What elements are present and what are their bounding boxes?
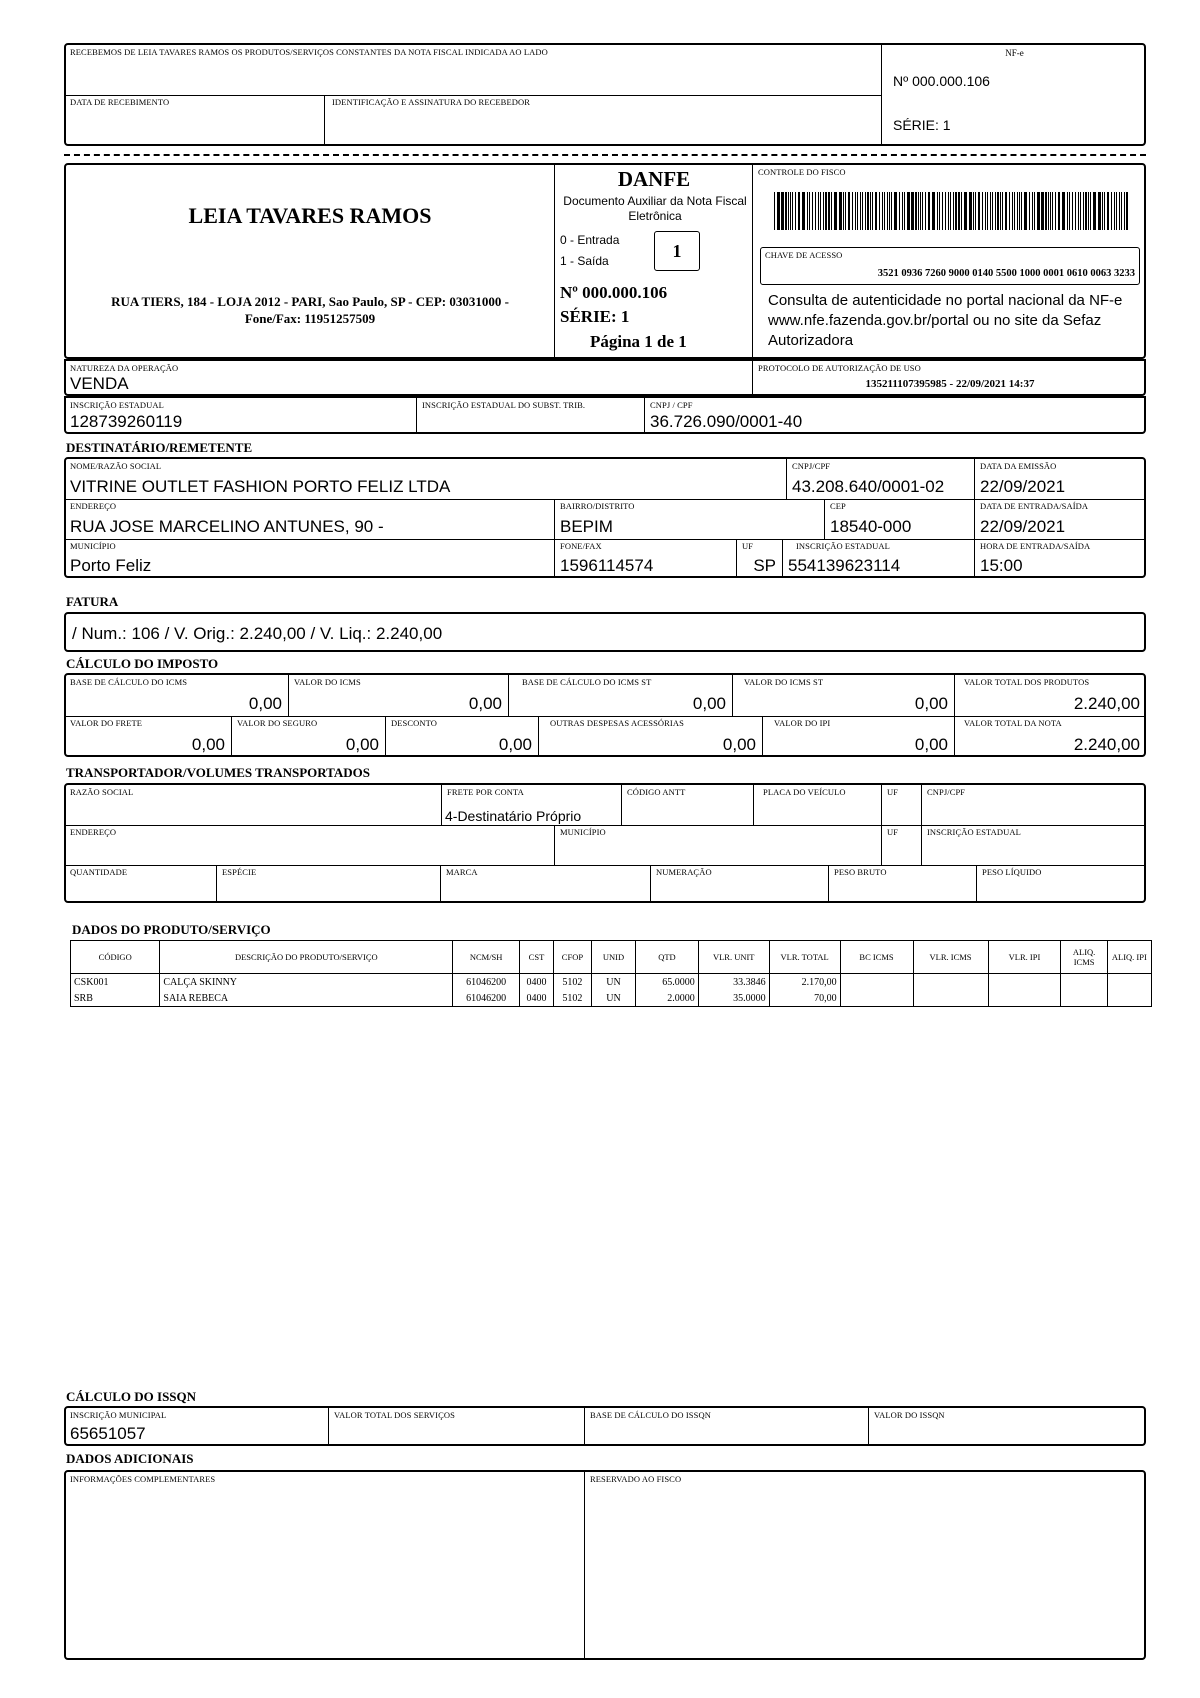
product-bc-icms	[840, 990, 913, 1007]
issqn-value-label: VALOR DO ISSQN	[874, 1410, 945, 1420]
city: Porto Feliz	[70, 556, 152, 575]
product-unit-value: 33.3846	[698, 974, 769, 991]
volume-species-label: ESPÉCIE	[222, 867, 257, 877]
services-total-label: VALOR TOTAL DOS SERVIÇOS	[334, 1410, 455, 1420]
barcode-bar	[958, 192, 960, 230]
barcode-bar	[948, 192, 949, 230]
barcode-bar	[855, 192, 856, 230]
transport-box	[64, 783, 1146, 903]
receipt-statement: RECEBEMOS DE LEIA TAVARES RAMOS OS PRODUTOS/SERVIÇOS CONSTANTES DA NOTA FISCAL INDICADA AO LADO	[70, 47, 548, 57]
products-section-title: DADOS DO PRODUTO/SERVIÇO	[72, 922, 271, 937]
carrier-name-label: RAZÃO SOCIAL	[70, 787, 134, 797]
barcode-bar	[942, 192, 943, 230]
emission-date: 22/09/2021	[980, 477, 1066, 496]
barcode-bar	[1069, 192, 1070, 230]
danfe-number: Nº 000.000.106	[560, 283, 668, 302]
city-label: MUNICÍPIO	[70, 541, 116, 551]
product-ipi-value	[988, 974, 1061, 991]
antt-label: CÓDIGO ANTT	[627, 787, 686, 797]
barcode-bar	[928, 192, 930, 230]
product-ncm: 61046200	[453, 990, 520, 1007]
barcode-bar	[825, 192, 827, 230]
table-row	[71, 974, 1152, 991]
entry-date: 22/09/2021	[980, 517, 1066, 536]
barcode-bar	[882, 192, 883, 230]
ie-st-label: INSCRIÇÃO ESTADUAL DO SUBST. TRIB.	[422, 400, 586, 410]
tax-freight-label: VALOR DO FRETE	[70, 718, 143, 728]
barcode-bar	[781, 192, 784, 230]
col-total-value: VLR. TOTAL	[769, 941, 840, 974]
carrier-cnpj-label: CNPJ/CPF	[927, 787, 966, 797]
tax-total-note-label: VALOR TOTAL DA NOTA	[964, 718, 1062, 728]
municipal-registration-label: INSCRIÇÃO MUNICIPAL	[70, 1410, 167, 1420]
tax-bc-icms: 0,00	[248, 694, 282, 713]
phone: 1596114574	[560, 556, 654, 575]
barcode-bar	[843, 192, 844, 230]
recipient-cnpj-label: CNPJ/CPF	[792, 461, 831, 471]
carrier-uf2-label: UF	[887, 827, 899, 837]
product-cst: 0400	[520, 990, 554, 1007]
product-aliq-ipi	[1107, 990, 1151, 1007]
barcode-bar	[1121, 192, 1122, 230]
entry-time: 15:00	[980, 556, 1023, 575]
barcode-bar	[1032, 192, 1033, 230]
barcode-bar	[807, 192, 808, 230]
volume-brand-label: MARCA	[446, 867, 478, 877]
col-cst: CST	[520, 941, 554, 974]
product-qty: 65.0000	[636, 974, 699, 991]
tax-other-expenses: 0,00	[722, 735, 756, 754]
barcode-bar	[902, 192, 903, 230]
barcode-bar	[1017, 192, 1018, 230]
product-icms-value	[913, 990, 988, 1007]
receipt-signature-label: IDENTIFICAÇÃO E ASSINATURA DO RECEBEDOR	[332, 97, 530, 107]
cep-label: CEP	[830, 501, 846, 511]
product-code: CSK001	[71, 974, 160, 991]
barcode-bar	[788, 192, 789, 230]
barcode-bar	[950, 192, 951, 230]
plate-label: PLACA DO VEÍCULO	[763, 787, 846, 797]
product-total-value: 70,00	[769, 990, 840, 1007]
recipient-ie-label: INSCRIÇÃO ESTADUAL	[796, 541, 890, 551]
receipt-nfe-label: NF-e	[1005, 48, 1024, 58]
product-cst: 0400	[520, 974, 554, 991]
tax-section-title: CÁLCULO DO IMPOSTO	[66, 656, 219, 671]
tax-ipi: 0,00	[914, 735, 948, 754]
tax-icms-st: 0,00	[914, 694, 948, 713]
barcode-bar	[1107, 192, 1109, 230]
freight-label: FRETE POR CONTA	[447, 787, 524, 797]
tax-icms-label: VALOR DO ICMS	[294, 677, 361, 687]
barcode-bar	[828, 192, 830, 230]
product-cfop: 5102	[553, 974, 591, 991]
barcode-bar	[1090, 192, 1091, 230]
emitter-registration-row	[64, 396, 1146, 434]
access-key: 3521 0936 7260 9000 0140 5500 1000 0001 0610 0063 3233	[877, 268, 1135, 279]
barcode-bar	[1098, 192, 1101, 230]
danfe-type-box: 1	[654, 231, 700, 271]
barcode-bar	[939, 192, 940, 230]
col-unit: UNID	[591, 941, 635, 974]
barcode-bar	[1058, 192, 1060, 230]
complementary-info-label: INFORMAÇÕES COMPLEMENTARES	[70, 1474, 216, 1484]
tax-freight: 0,00	[191, 735, 225, 754]
access-key-label: CHAVE DE ACESSO	[765, 250, 843, 260]
barcode-bar	[1024, 192, 1027, 230]
barcode-bar	[834, 192, 837, 230]
barcode-bar	[792, 192, 793, 230]
product-icms-value	[913, 974, 988, 991]
barcode-bar	[884, 192, 885, 230]
barcode-bar	[1083, 192, 1084, 230]
barcode-bar	[889, 192, 890, 230]
barcode-bar	[937, 192, 938, 230]
barcode-bar	[1000, 192, 1001, 230]
carrier-uf-label: UF	[887, 787, 899, 797]
volume-qty-label: QUANTIDADE	[70, 867, 128, 877]
barcode-bar	[894, 192, 897, 230]
barcode-bar	[872, 192, 873, 230]
barcode-bar	[852, 192, 853, 230]
barcode-bar	[875, 192, 877, 230]
uf: SP	[753, 556, 776, 575]
barcode-bar	[777, 192, 780, 230]
transport-section-title: TRANSPORTADOR/VOLUMES TRANSPORTADOS	[66, 765, 371, 780]
municipal-registration: 65651057	[70, 1424, 146, 1443]
district: BEPIM	[560, 517, 613, 536]
barcode-bar	[918, 192, 919, 230]
barcode-bar	[1037, 192, 1040, 230]
barcode-bar	[920, 192, 921, 230]
entry-time-label: HORA DE ENTRADA/SAÍDA	[980, 541, 1091, 551]
product-aliq-ipi	[1107, 974, 1151, 991]
product-description: SAIA REBECA	[160, 990, 453, 1007]
recipient-ie: 554139623114	[788, 556, 901, 575]
barcode-bar	[1111, 192, 1112, 230]
barcode-bar	[809, 192, 810, 230]
product-qty: 2.0000	[636, 990, 699, 1007]
col-icms-value: VLR. ICMS	[913, 941, 988, 974]
barcode-bar	[995, 192, 996, 230]
product-bc-icms	[840, 974, 913, 991]
recipient-address-label: ENDEREÇO	[70, 501, 117, 511]
tax-icms: 0,00	[468, 694, 502, 713]
barcode-bar	[790, 192, 791, 230]
product-unit: UN	[591, 974, 635, 991]
barcode-bar	[891, 192, 892, 230]
barcode-bar	[1034, 192, 1035, 230]
reserved-fisco-label: RESERVADO AO FISCO	[590, 1474, 682, 1484]
danfe-page: Página 1 de 1	[590, 332, 687, 351]
barcode-bar	[798, 192, 800, 230]
uf-label: UF	[742, 541, 754, 551]
barcode-bar	[1055, 192, 1056, 230]
barcode-bar	[1014, 192, 1015, 230]
barcode-bar	[1104, 192, 1105, 230]
barcode-bar	[867, 192, 869, 230]
tax-icms-st-label: VALOR DO ICMS ST	[744, 677, 824, 687]
tax-insurance-label: VALOR DO SEGURO	[237, 718, 318, 728]
emitter-name: LEIA TAVARES RAMOS	[188, 203, 432, 228]
tax-discount-label: DESCONTO	[391, 718, 437, 728]
access-key-box	[760, 247, 1140, 285]
barcode-bar	[975, 192, 976, 230]
entry-date-label: DATA DE ENTRADA/SAÍDA	[980, 501, 1089, 511]
barcode-bar	[862, 192, 863, 230]
col-ipi-value: VLR. IPI	[988, 941, 1061, 974]
cut-line	[64, 154, 1146, 156]
barcode-bar	[795, 192, 796, 230]
tax-ipi-label: VALOR DO IPI	[774, 718, 831, 728]
barcode-bar	[839, 192, 842, 230]
barcode-bar	[945, 192, 946, 230]
barcode-bar	[1048, 192, 1049, 230]
invoice-box	[64, 612, 1146, 652]
cep: 18540-000	[830, 517, 912, 536]
emission-date-label: DATA DA EMISSÃO	[980, 461, 1057, 471]
product-ipi-value	[988, 990, 1061, 1007]
barcode-bar	[1093, 192, 1096, 230]
col-qty: QTD	[636, 941, 699, 974]
barcode-bar	[955, 192, 957, 230]
cnpj-label: CNPJ / CPF	[650, 400, 693, 410]
barcode-bar	[961, 192, 962, 230]
barcode-bar	[879, 192, 880, 230]
barcode-bar	[1080, 192, 1081, 230]
carrier-address-label: ENDEREÇO	[70, 827, 117, 837]
barcode-bar	[870, 192, 871, 230]
receipt-date-label: DATA DE RECEBIMENTO	[70, 97, 170, 107]
barcode-bar	[1041, 192, 1044, 230]
carrier-city-label: MUNICÍPIO	[560, 827, 606, 837]
col-ncm: NCM/SH	[453, 941, 520, 974]
barcode-bar	[987, 192, 988, 230]
col-aliq-ipi: ALIQ. IPI	[1107, 941, 1151, 974]
barcode-bar	[911, 192, 914, 230]
barcode-bar	[1067, 192, 1068, 230]
danfe-series: SÉRIE: 1	[560, 307, 630, 326]
barcode-bar	[1078, 192, 1079, 230]
issqn-base-label: BASE DE CÁLCULO DO ISSQN	[590, 1410, 711, 1420]
col-cfop: CFOP	[553, 941, 591, 974]
barcode-bar	[785, 192, 787, 230]
recipient-box	[64, 457, 1146, 578]
barcode-bar	[1019, 192, 1020, 230]
barcode-bar	[848, 192, 850, 230]
col-unit-value: VLR. UNIT	[698, 941, 769, 974]
barcode-bar	[823, 192, 824, 230]
barcode-bar	[978, 192, 980, 230]
danfe-exit: 1 - Saída	[560, 254, 609, 268]
barcode-bar	[915, 192, 917, 230]
barcode-bar	[964, 192, 967, 230]
receipt-stub	[64, 43, 1146, 146]
col-bc-icms: BC ICMS	[840, 941, 913, 974]
tax-box	[64, 673, 1146, 757]
product-unit: UN	[591, 990, 635, 1007]
issqn-box	[64, 1406, 1146, 1446]
product-aliq-icms	[1061, 990, 1107, 1007]
operation-row	[64, 359, 1146, 396]
products-header-row	[71, 941, 1152, 974]
tax-other-expenses-label: OUTRAS DESPESAS ACESSÓRIAS	[550, 718, 684, 728]
cnpj-value: 36.726.090/0001-40	[650, 412, 803, 431]
barcode-bar	[1012, 192, 1013, 230]
barcode-bar	[1126, 192, 1128, 230]
barcode-bar	[1124, 192, 1125, 230]
barcode-bar	[922, 192, 923, 230]
receipt-number: Nº 000.000.106	[893, 73, 990, 89]
barcode-bar	[831, 192, 832, 230]
barcode-bar	[1029, 192, 1030, 230]
tax-bc-icms-st-label: BASE DE CÁLCULO DO ICMS ST	[522, 677, 652, 687]
tax-bc-icms-label: BASE DE CÁLCULO DO ICMS	[70, 677, 188, 687]
barcode-bar	[899, 192, 900, 230]
barcode-bar	[1021, 192, 1022, 230]
product-description: CALÇA SKINNY	[160, 974, 453, 991]
barcode-bar	[774, 192, 775, 230]
danfe-header	[64, 163, 1146, 359]
barcode-bar	[1002, 192, 1003, 230]
barcode-bar	[982, 192, 983, 230]
freight-value: 4-Destinatário Próprio	[445, 808, 582, 824]
tax-total-note: 2.240,00	[1073, 735, 1140, 754]
tax-insurance: 0,00	[345, 735, 379, 754]
col-description: DESCRIÇÃO DO PRODUTO/SERVIÇO	[160, 941, 453, 974]
barcode-bar	[1009, 192, 1010, 230]
barcode-bar	[812, 192, 813, 230]
barcode-bar	[818, 192, 819, 230]
volume-numbering-label: NUMERAÇÃO	[656, 867, 712, 877]
barcode-bar	[887, 192, 888, 230]
barcode-bar	[1102, 192, 1103, 230]
barcode-bar	[1119, 192, 1120, 230]
barcode-bar	[932, 192, 935, 230]
barcode-bar	[1062, 192, 1065, 230]
additional-box	[64, 1470, 1146, 1660]
recipient-section-title: DESTINATÁRIO/REMETENTE	[66, 440, 253, 455]
col-aliq-icms: ALIQ. ICMS	[1061, 941, 1107, 974]
barcode-bar	[904, 192, 905, 230]
recipient-name-label: NOME/RAZÃO SOCIAL	[70, 461, 162, 471]
barcode-bar	[802, 192, 805, 230]
product-code: SRB	[71, 990, 160, 1007]
danfe-subtitle: Documento Auxiliar da Nota Fiscal Eletrônica	[563, 194, 747, 223]
barcode-bar	[973, 192, 974, 230]
barcode-bar	[1088, 192, 1090, 230]
barcode-bar	[953, 192, 954, 230]
barcode-bar	[1005, 192, 1007, 230]
barcode-bar	[1114, 192, 1115, 230]
barcode-bar	[1045, 192, 1047, 230]
barcode-bar	[925, 192, 926, 230]
product-total-value: 2.170,00	[769, 974, 840, 991]
net-weight-label: PESO LÍQUIDO	[982, 867, 1042, 877]
recipient-name: VITRINE OUTLET FASHION PORTO FELIZ LTDA	[70, 477, 451, 496]
ie-value: 128739260119	[70, 412, 183, 431]
danfe-entry: 0 - Entrada	[560, 233, 620, 247]
barcode-bar	[815, 192, 816, 230]
product-ncm: 61046200	[453, 974, 520, 991]
barcode-bar	[1075, 192, 1076, 230]
tax-total-products: 2.240,00	[1073, 694, 1140, 713]
nature-label: NATUREZA DA OPERAÇÃO	[70, 363, 179, 373]
danfe-title: DANFE	[617, 167, 691, 191]
emitter-address: RUA TIERS, 184 - LOJA 2012 - PARI, Sao Paulo, SP - CEP: 03031000 - Fone/Fax: 11951257509	[111, 294, 509, 326]
barcode-bar	[865, 192, 866, 230]
issqn-section-title: CÁLCULO DO ISSQN	[66, 1389, 197, 1404]
recipient-address: RUA JOSE MARCELINO ANTUNES, 90 -	[70, 517, 384, 536]
barcode-bar	[845, 192, 846, 230]
consult-text: Consulta de autenticidade no portal nacional da NF-e www.nfe.fazenda.gov.br/portal ou no site da Sefaz Autorizadora	[768, 292, 1123, 349]
additional-section-title: DADOS ADICIONAIS	[66, 1451, 194, 1466]
barcode	[774, 192, 1129, 230]
product-unit-value: 35.0000	[698, 990, 769, 1007]
barcode-bar	[969, 192, 972, 230]
barcode-bar	[992, 192, 993, 230]
protocol-value: 135211107395985 - 22/09/2021 14:37	[865, 378, 1035, 390]
product-cfop: 5102	[553, 990, 591, 1007]
barcode-bar	[990, 192, 991, 230]
barcode-bar	[1050, 192, 1051, 230]
products-table	[70, 940, 1152, 1007]
barcode-bar	[857, 192, 858, 230]
nature-value: VENDA	[70, 374, 129, 393]
tax-discount: 0,00	[498, 735, 532, 754]
carrier-ie-label: INSCRIÇÃO ESTADUAL	[927, 827, 1021, 837]
col-code: CÓDIGO	[71, 941, 160, 974]
product-aliq-icms	[1061, 974, 1107, 991]
district-label: BAIRRO/DISTRITO	[560, 501, 635, 511]
phone-label: FONE/FAX	[560, 541, 602, 551]
invoice-section-title: FATURA	[66, 594, 119, 609]
barcode-bar	[1072, 192, 1073, 230]
table-row	[71, 990, 1152, 1007]
recipient-cnpj: 43.208.640/0001-02	[792, 477, 945, 496]
receipt-series: SÉRIE: 1	[893, 117, 951, 133]
ie-label: INSCRIÇÃO ESTADUAL	[70, 400, 164, 410]
barcode-bar	[907, 192, 910, 230]
barcode-bar	[1052, 192, 1053, 230]
protocol-label: PROTOCOLO DE AUTORIZAÇÃO DE USO	[758, 363, 921, 373]
invoice-text: / Num.: 106 / V. Orig.: 2.240,00 / V. Liq.: 2.240,00	[72, 624, 443, 643]
barcode-bar	[985, 192, 986, 230]
barcode-bar	[820, 192, 821, 230]
barcode-bar	[997, 192, 999, 230]
tax-bc-icms-st: 0,00	[692, 694, 726, 713]
barcode-bar	[860, 192, 861, 230]
barcode-bar	[1116, 192, 1117, 230]
barcode-bar	[1085, 192, 1087, 230]
tax-total-products-label: VALOR TOTAL DOS PRODUTOS	[964, 677, 1090, 687]
gross-weight-label: PESO BRUTO	[834, 867, 887, 877]
fisco-control-label: CONTROLE DO FISCO	[758, 167, 846, 177]
